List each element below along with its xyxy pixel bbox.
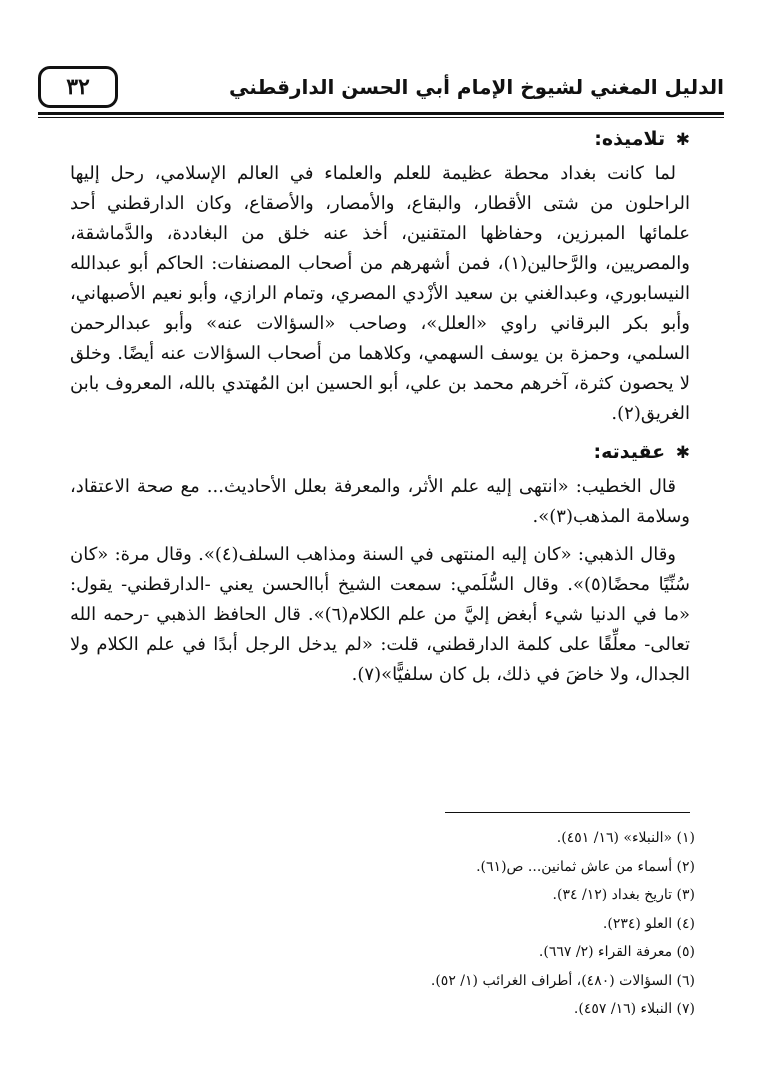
page-number: ٣٢: [38, 66, 118, 108]
footnote-separator: [445, 812, 690, 813]
main-text: [70, 122, 690, 698]
star-bullet-icon: ✱: [675, 130, 690, 150]
footnote: (٦) السؤالات (٤٨٠)، أطراف الغرائب (١/ ٥٢).: [430, 972, 695, 989]
star-bullet-icon: ✱: [675, 443, 690, 463]
paragraph: وقال الذهبي: «كان إليه المنتهى في السنة ومذاهب السلف(٤)». وقال مرة: «كان سُنِّيًا محضًا(٥)». وقال السُّلَمي: سمعت الشيخ أباالحسن يعني -الدارقطني- يقول: «ما في الدنيا شيء أبغض إليَّ من علم الكلام(٦)». قال الحافظ الذهبي -رحمه الله تعالى- معلِّقًا على كلمة الدارقطني، قلت: «لم يدخل الرجل أبدًا في علم الكلام ولا الجدال، ولا خاضَ في ذلك، بل كان سلفيًّا»(٧).: [70, 544, 691, 685]
section-heading-creed: [70, 437, 690, 468]
paragraph: قال الخطيب: «انتهى إليه علم الأثر، والمعرفة بعلل الأحاديث... مع صحة الاعتقاد، وسلامة المذهب(٣)».: [70, 476, 690, 527]
section-title: عقيدته:: [593, 441, 666, 463]
header-rule-thin: [38, 117, 724, 118]
section-title: تلاميذه:: [594, 128, 666, 150]
footnote: (٥) معرفة القراء (٢/ ٦٦٧).: [538, 944, 695, 960]
paragraph: لما كانت بغداد محطة عظيمة للعلم والعلماء في العالم الإسلامي، رحل إليها الراحلون من شتى الأقطار، والبقاع، والأمصار، والأصقاع، وكان الدارقطني أحد علمائها المبرزين، وحفاظها المتقنين، أخذ عنه خلق من البغاددة، والدَّماشقة، والمصريين، والرَّحالين(١)، فمن أشهرهم من أصحاب المصنفات: الحاكم أبو عبدالله النيسابوري، وعبدالغني بن سعيد الأزْدي المصري، وتمام الرازي، وأبو نعيم الأصبهاني، وأبو بكر البرقاني راوي «العلل»، وصاحب «السؤالات عنه» وأبو عبدالرحمن السلمي، وحمزة بن يوسف السهمي، وكلاهما من أصحاب السؤالات عنه أيضًا. وخلق لا يحصون كثرة، آخرهم محمد بن علي، أبو الحسين ابن المُهتدي بالله، المعروف بابن الغريق(٢).: [70, 163, 690, 424]
running-title: الدليل المغني لشيوخ الإمام أبي الحسن الدارقطني: [229, 75, 724, 99]
footnote: (٣) تاريخ بغداد (١٢/ ٣٤).: [552, 887, 695, 903]
footnotes: [300, 824, 695, 1024]
footnote: (١) «النبلاء» (١٦/ ٤٥١).: [556, 830, 695, 846]
footnote: (٧) النبلاء (١٦/ ٤٥٧).: [573, 1001, 695, 1017]
footnote: (٢) أسماء من عاش ثمانين... ص(٦١).: [476, 858, 695, 875]
header-rule: [38, 112, 724, 115]
page-header: [38, 62, 724, 112]
section-heading-students: [70, 124, 690, 155]
footnote: (٤) العلو (٢٣٤).: [602, 915, 695, 932]
